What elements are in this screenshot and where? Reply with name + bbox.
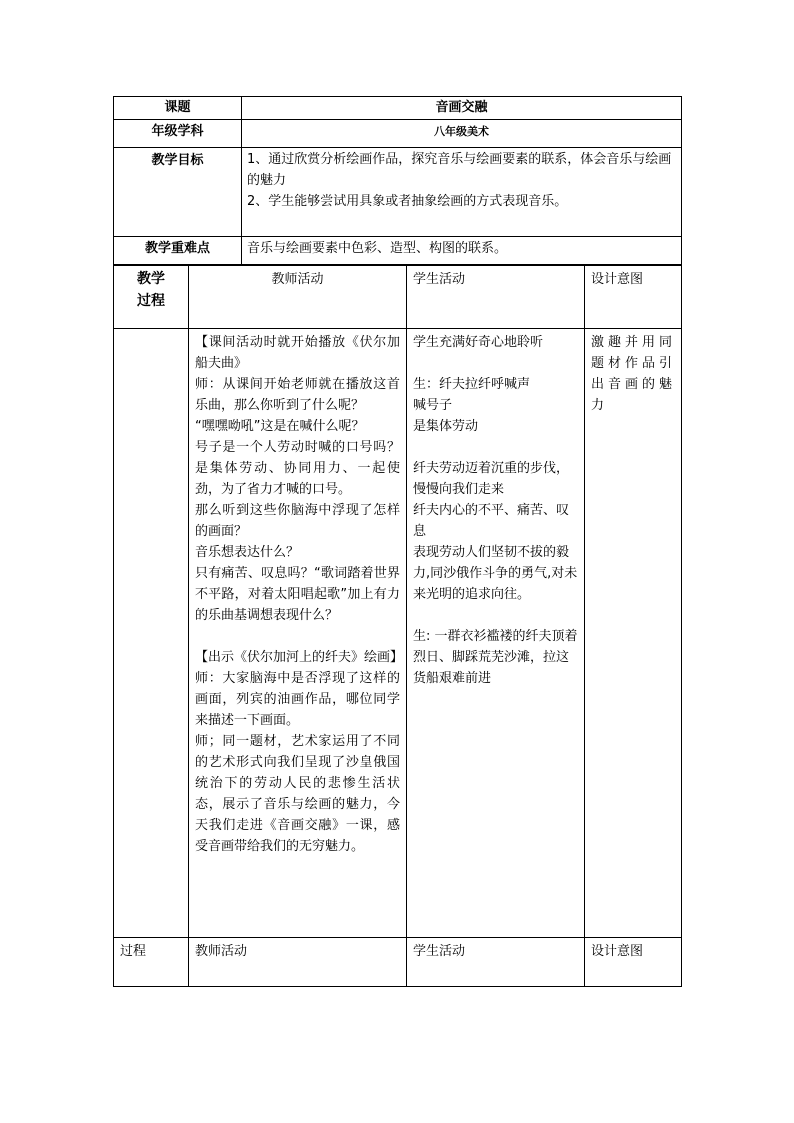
- teacher-line: 【课间活动时就开始播放《伏尔加船夫曲》: [195, 335, 400, 371]
- key-label: 教学重难点: [114, 237, 242, 265]
- teacher-line: 号子是一个人劳动时喊的口号吗？是集体劳动、协同用力、一起使劲，为了省力才喊的口号。: [195, 440, 400, 497]
- goal-2: 2、学生能够尝试用具象或者抽象绘画的方式表现音乐。: [247, 194, 568, 209]
- design-intent-header: 设计意图: [585, 266, 682, 329]
- teacher-line: 师；同一题材，艺术家运用了不同的艺术形式向我们呈现了沙皇俄国统治下的劳动人民的悲惨生活状态，展示了音乐与绘画的魅力，今天我们走进《音画交融》一课，感受音画带给我们的无穷魅力。: [195, 734, 400, 854]
- key-value: 音乐与绘画要素中色彩、造型、构图的联系。: [242, 237, 682, 265]
- student-line: 生: 一群衣衫褴褛的纤夫顶着烈日、脚踩荒芜沙滩，拉这货船艰难前进: [413, 629, 578, 686]
- topic-label: 课题: [114, 97, 242, 120]
- student-activity-content: [407, 329, 585, 938]
- process-table: [113, 265, 682, 987]
- student-line: 生：纤夫拉纤呼喊声: [413, 377, 531, 392]
- teacher-line: 音乐想表达什么？: [195, 545, 300, 560]
- row-grade: [114, 120, 682, 148]
- lesson-info-table: [113, 96, 682, 265]
- process-empty-cell: [114, 329, 189, 938]
- spacer: [195, 626, 400, 647]
- teacher-line: 师：从课间开始老师就在播放这首乐曲，那么你听到了什么呢？: [195, 377, 400, 413]
- footer-teacher-label: 教师活动: [189, 938, 407, 987]
- student-line: 是集体劳动: [413, 419, 479, 434]
- footer-process-label: 过程: [114, 938, 189, 987]
- student-activity-header: 学生活动: [407, 266, 585, 329]
- row-key-points: [114, 237, 682, 265]
- goal-1: 1、通过欣赏分析绘画作品，探究音乐与绘画要素的联系，体会音乐与绘画的魅力: [247, 152, 672, 188]
- topic-value: 音画交融: [242, 97, 682, 120]
- spacer: [413, 353, 578, 374]
- spacer: [413, 605, 578, 626]
- process-footer-row: [114, 938, 682, 987]
- teacher-line: 师：大家脑海中是否浮现了这样的画面，列宾的油画作品，哪位同学来描述一下画面。: [195, 671, 400, 728]
- student-line: 表现劳动人们坚韧不拔的毅力,同沙俄作斗争的勇气,对未来光明的追求向往。: [413, 545, 578, 602]
- row-topic: [114, 97, 682, 120]
- footer-design-label: 设计意图: [585, 938, 682, 987]
- design-intent-content: 激趣并用同题材作品引出音画的魅力: [585, 329, 682, 938]
- process-label: 教学过程: [137, 271, 165, 309]
- process-label-cell: [114, 266, 189, 329]
- student-line: 喊号子: [413, 398, 453, 413]
- student-line: 纤夫内心的不平、痛苦、叹息: [413, 503, 570, 539]
- student-line: 学生充满好奇心地聆听: [413, 335, 544, 350]
- teacher-activity-content: [189, 329, 407, 938]
- grade-value: 八年级美术: [242, 120, 682, 148]
- teacher-line: 只有痛苦、叹息吗？“歌词踏着世界不平路，对着太阳唱起歌”加上有力的乐曲基调想表现什么？: [195, 566, 400, 623]
- goals-label: 教学目标: [114, 148, 242, 237]
- footer-student-label: 学生活动: [407, 938, 585, 987]
- goals-cell: [242, 148, 682, 237]
- process-header-row: [114, 266, 682, 329]
- grade-label: 年级学科: [114, 120, 242, 148]
- process-body-row: [114, 329, 682, 938]
- student-line: 纤夫劳动迈着沉重的步伐，慢慢向我们走来: [413, 461, 570, 497]
- teacher-line: “嘿嘿呦吼”这是在喊什么呢？: [195, 419, 365, 434]
- row-goals: [114, 148, 682, 237]
- spacer: [413, 437, 578, 458]
- teacher-line: 那么听到这些你脑海中浮现了怎样的画面？: [195, 503, 400, 539]
- teacher-line: 【出示《伏尔加河上的纤夫》绘画】: [195, 650, 404, 665]
- teacher-activity-header: 教师活动: [189, 266, 407, 329]
